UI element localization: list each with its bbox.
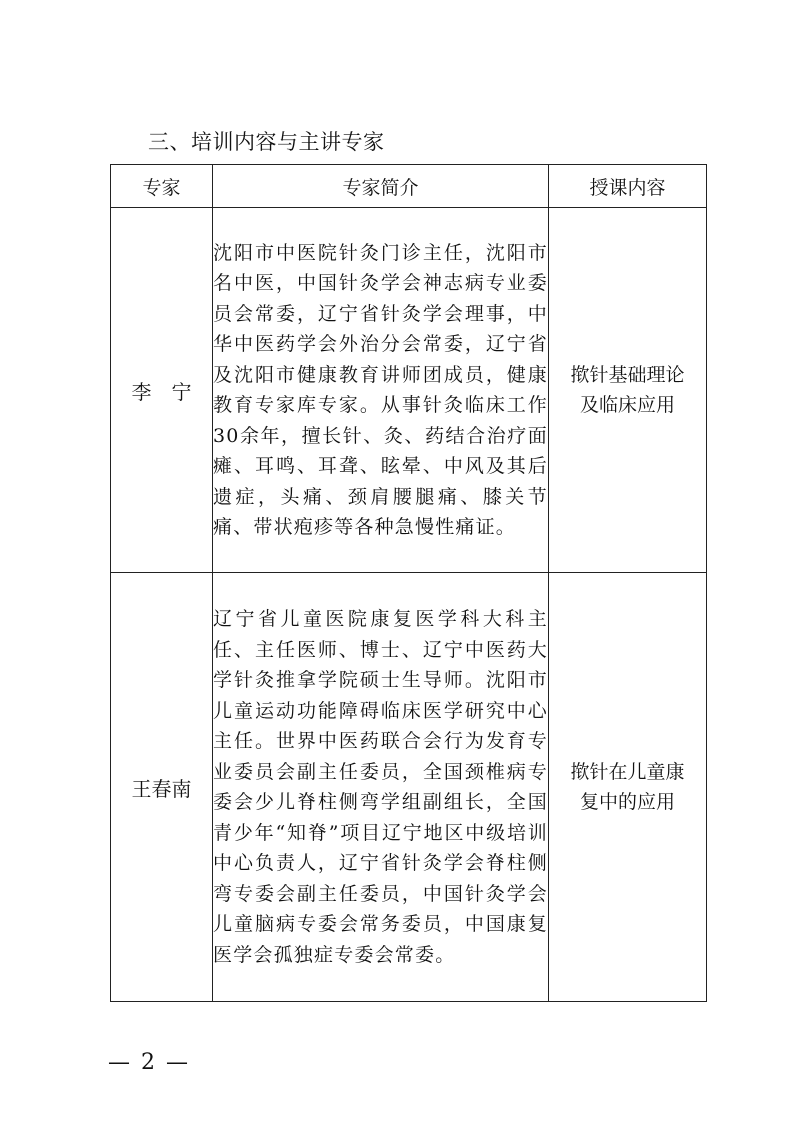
table-row — [111, 573, 707, 1002]
expert-bio: 沈阳市中医院针灸门诊主任，沈阳市名中医，中国针灸学会神志病专业委员会常委，辽宁省针灸学会理事，中华中医药学会外治分会常委，辽宁省及沈阳市健康教育讲师团成员，健康教育专家库专家。从事针灸临床工作30余年，擅长针、灸、药结合治疗面瘫、耳鸣、耳聋、眩晕、中风及其后遗症，头痛、颈肩腰腿痛、膝关节痛、带状疱疹等各种急慢性痛证。 — [213, 208, 549, 573]
header-bio: 专家简介 — [213, 165, 549, 208]
lecture-topic-line: 揿针基础理论 — [570, 364, 685, 386]
lecture-topic-line: 及临床应用 — [579, 394, 675, 416]
header-expert: 专家 — [111, 165, 213, 208]
table-row — [111, 208, 707, 573]
section-title: 三、培训内容与主讲专家 — [148, 130, 385, 154]
table-header-row — [111, 165, 707, 208]
lecture-topic-line: 复中的应用 — [579, 791, 675, 813]
lecture-topic — [549, 208, 707, 573]
lecture-topic-line: 揿针在儿童康 — [570, 761, 685, 783]
expert-name: 王春南 — [111, 573, 213, 1002]
lecture-topic — [549, 573, 707, 1002]
experts-table — [110, 164, 707, 1002]
expert-bio: 辽宁省儿童医院康复医学科大科主任、主任医师、博士、辽宁中医药大学针灸推拿学院硕士生导师。沈阳市儿童运动功能障碍临床医学研究中心主任。世界中医药联合会行为发育专业委员会副主任委员，全国颈椎病专委会少儿脊柱侧弯学组副组长，全国青少年“知脊”项目辽宁地区中级培训中心负责人，辽宁省针灸学会脊柱侧弯专委会副主任委员，中国针灸学会儿童脑病专委会常务委员，中国康复医学会孤独症专委会常委。 — [213, 573, 549, 1002]
page-number: — 2 — — [108, 1050, 190, 1075]
expert-name: 李 宁 — [111, 208, 213, 573]
header-topic: 授课内容 — [549, 165, 707, 208]
